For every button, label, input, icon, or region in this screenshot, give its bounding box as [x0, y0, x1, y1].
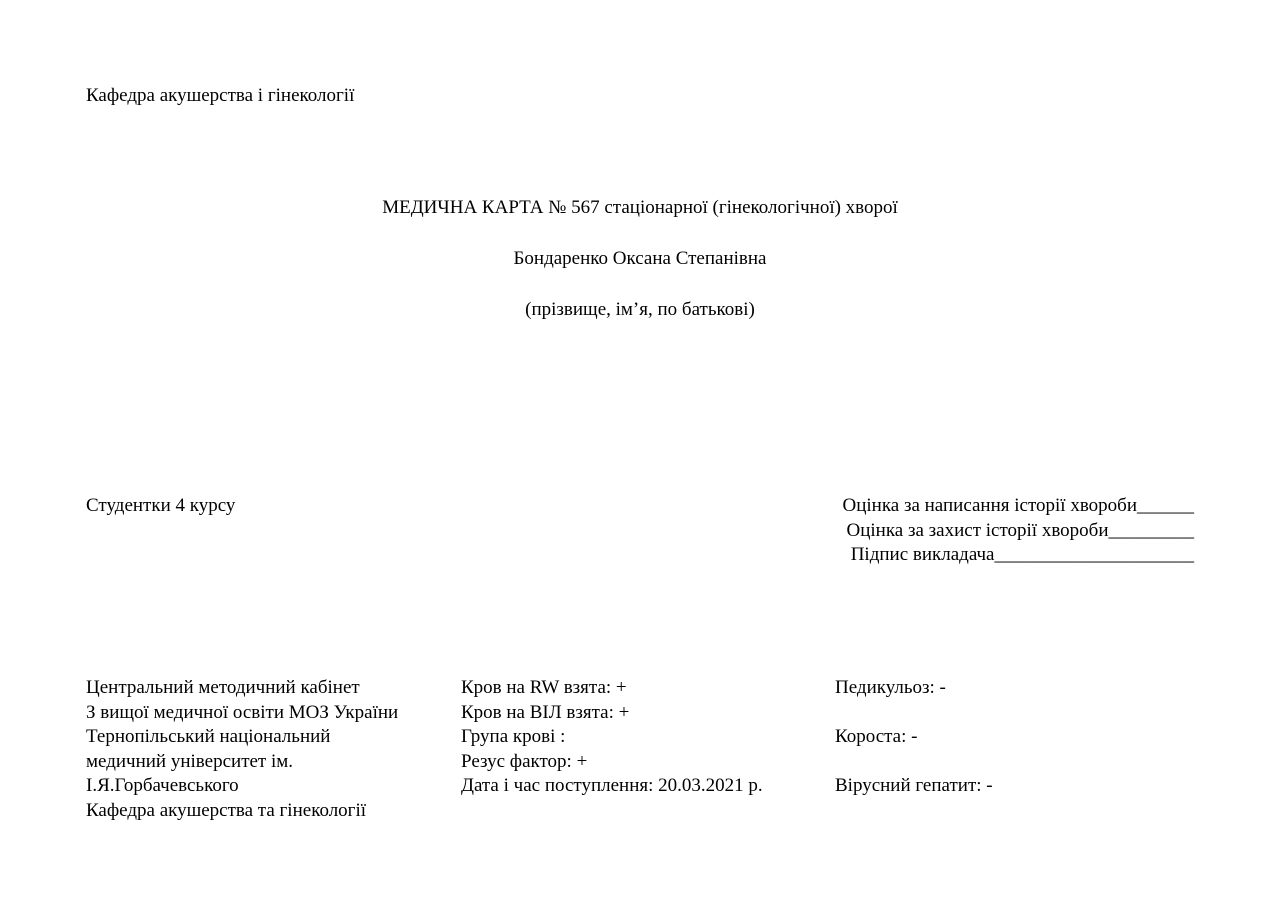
institution-line: Центральний методичний кабінет — [86, 677, 360, 698]
hepatitis-line: Вірусний гепатит: - — [835, 775, 993, 796]
pediculosis-line: Педикульоз: - — [835, 677, 946, 698]
student-label: Студентки 4 курсу — [86, 495, 236, 516]
patient-name-caption: (прізвище, ім’я, по батькові) — [525, 299, 755, 320]
institution-line: Тернопільський національний — [86, 726, 331, 747]
admission-date-line: Дата і час поступлення: 20.03.2021 р. — [461, 775, 763, 796]
grade-writing-line: Оцінка за написання історії хвороби______ — [842, 495, 1194, 516]
hiv-test-line: Кров на ВІЛ взята: + — [461, 701, 630, 723]
card-title: МЕДИЧНА КАРТА № 567 стаціонарної (гінекологічної) хворої — [382, 197, 898, 218]
grade-defense-line: Оцінка за захист історії хвороби_________ — [846, 519, 1194, 541]
institution-line: медичний університет ім. — [86, 750, 294, 772]
grades-block — [842, 494, 1194, 568]
teacher-signature-line: Підпис викладача_____________________ — [850, 544, 1194, 565]
scabies-line: Короста: - — [835, 726, 918, 747]
institution-line: З вищої медичної освіти МОЗ України — [86, 701, 399, 723]
institution-line: І.Я.Горбачевського — [86, 775, 239, 796]
blood-tests-block — [461, 676, 763, 799]
rh-factor-line: Резус фактор: + — [461, 750, 588, 772]
patient-name: Бондаренко Оксана Степанівна — [513, 248, 767, 269]
blood-group-line: Група крові : — [461, 726, 566, 747]
institution-block — [86, 676, 398, 823]
conditions-block — [835, 676, 993, 799]
rw-test-line: Кров на RW взята: + — [461, 677, 627, 698]
spacer — [835, 750, 993, 775]
department-header: Кафедра акушерства і гінекології — [86, 85, 355, 106]
spacer — [835, 701, 993, 726]
institution-line: Кафедра акушерства та гінекології — [86, 799, 367, 821]
